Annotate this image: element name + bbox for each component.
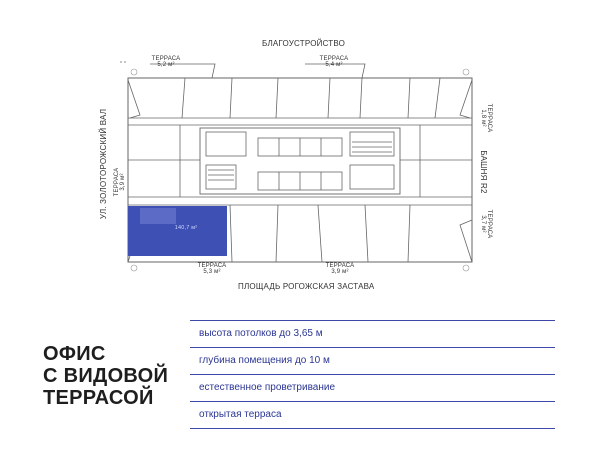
- highlight-area-label: 140,7 м²: [174, 225, 198, 231]
- bottom-street-label: ПЛОЩАДЬ РОГОЖСКАЯ ЗАСТАВА: [238, 282, 375, 291]
- terrace-label-top-right: ТЕРРАСА 5,4 м²: [319, 56, 349, 68]
- headline-line-2: С ВИДОВОЙ: [43, 365, 169, 387]
- terrace-label-right-bottom: ТЕРРАСА 3,7 м²: [480, 209, 492, 239]
- office-headline: [43, 343, 168, 409]
- terrace-label-top-left: ТЕРРАСА 5,2 м²: [151, 56, 181, 68]
- terrace-label-right-top: ТЕРРАСА 1,8 м²: [480, 103, 492, 133]
- feature-terrace: открытая терраса: [190, 402, 555, 429]
- terrace-label-bottom-left: ТЕРРАСА 5,3 м²: [197, 263, 227, 275]
- terrace-label-left: ТЕРРАСА 3,9 м²: [114, 167, 126, 197]
- top-street-label: БЛАГОУСТРОЙСТВО: [262, 39, 346, 48]
- headline-line-1: ОФИС: [43, 343, 106, 365]
- left-street-label: УЛ. ЗОЛОТОРОЖСКИЙ ВАЛ: [99, 108, 108, 220]
- terrace-label-bottom-right: ТЕРРАСА 3,9 м²: [325, 263, 355, 275]
- headline-line-3: ТЕРРАСОЙ: [43, 387, 154, 409]
- features-list: [190, 320, 555, 429]
- feature-ceiling-height: высота потолков до 3,65 м: [190, 320, 555, 348]
- feature-room-depth: глубина помещения до 10 м: [190, 348, 555, 375]
- feature-ventilation: естественное проветривание: [190, 375, 555, 402]
- right-street-label: БАШНЯ R2: [479, 150, 488, 194]
